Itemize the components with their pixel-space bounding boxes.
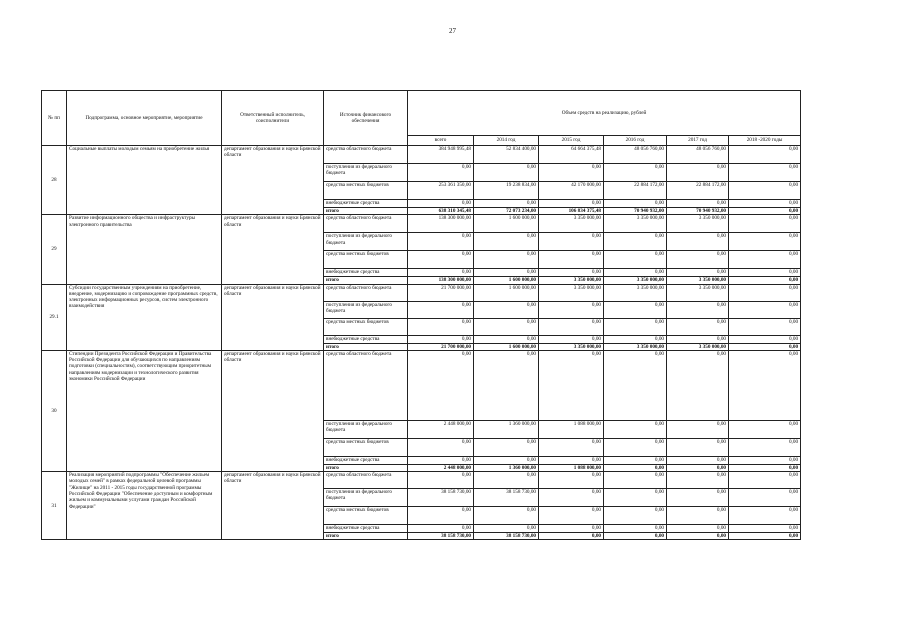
amount-cell: 138 300 000,00: [408, 215, 474, 233]
funding-source: внебюджетные средства: [324, 269, 408, 277]
amount-cell: 0,00: [474, 438, 539, 456]
amount-cell: 3 350 000,00: [539, 277, 604, 284]
amount-cell: 0,00: [729, 269, 801, 277]
amount-cell: 0,00: [539, 318, 604, 335]
amount-cell: 0,00: [729, 251, 801, 269]
funding-source: средства местных бюджетов: [324, 438, 408, 456]
measure-name: Субсидии государственным учреждениям на приобретение, внедрение, модернизацию и сопровождение программных средств, электронных информационных ресурсов, систем электронного взаимодействия: [67, 284, 222, 350]
funding-source: поступления из федерального бюджета: [324, 233, 408, 251]
amount-cell: 22 884 172,00: [667, 182, 729, 200]
executor: департамент образования и науки Брянской области: [222, 350, 324, 471]
amount-cell: 0,00: [729, 464, 801, 471]
row-number: 28: [42, 146, 67, 215]
funding-source: средства областного бюджета: [324, 350, 408, 420]
amount-cell: 0,00: [539, 472, 604, 489]
amount-cell: 0,00: [667, 464, 729, 471]
amount-cell: 0,00: [474, 269, 539, 277]
amount-cell: 0,00: [667, 489, 729, 507]
table-row: [42, 350, 801, 420]
amount-cell: 1 600 000,00: [474, 343, 539, 350]
amount-cell: 48 056 760,00: [604, 146, 667, 164]
amount-cell: 1 088 000,00: [539, 420, 604, 438]
amount-cell: 0,00: [539, 164, 604, 182]
amount-cell: 0,00: [408, 269, 474, 277]
amount-cell: 0,00: [539, 489, 604, 507]
amount-cell: 0,00: [539, 507, 604, 525]
amount-cell: 0,00: [729, 215, 801, 233]
header-subprogram: Подпрограмма, основное мероприятие, мероприятие: [67, 91, 222, 146]
amount-cell: 1 600 000,00: [474, 215, 539, 233]
amount-cell: 0,00: [408, 335, 474, 343]
amount-cell: 638 310 345,48: [408, 208, 474, 215]
amount-cell: 1 600 000,00: [474, 277, 539, 284]
amount-cell: 0,00: [408, 200, 474, 208]
amount-cell: 0,00: [667, 525, 729, 533]
amount-cell: 0,00: [408, 525, 474, 533]
amount-cell: 0,00: [539, 335, 604, 343]
amount-cell: 0,00: [604, 507, 667, 525]
amount-cell: 1 360 000,00: [474, 420, 539, 438]
amount-cell: 0,00: [729, 507, 801, 525]
amount-cell: 0,00: [729, 472, 801, 489]
funding-source: средства областного бюджета: [324, 146, 408, 164]
measure-name: Реализация мероприятий подпрограммы "Обеспечение жильем молодых семей" в рамках федеральной целевой программы "Жилище" на 2011 - 2015 годы государственной программы Российской Федерации "Обеспечение доступным и комфортным жильем и коммунальными услугами граждан Российской Федерации": [67, 472, 222, 540]
amount-cell: 0,00: [539, 350, 604, 420]
amount-cell: 0,00: [667, 420, 729, 438]
amount-cell: 0,00: [539, 525, 604, 533]
amount-cell: 0,00: [729, 350, 801, 420]
table-row: [42, 472, 801, 489]
funding-source: средства местных бюджетов: [324, 507, 408, 525]
amount-cell: 70 940 932,00: [604, 208, 667, 215]
amount-cell: 0,00: [667, 269, 729, 277]
funding-source: поступления из федерального бюджета: [324, 164, 408, 182]
amount-cell: 0,00: [604, 533, 667, 540]
funding-source: средства областного бюджета: [324, 284, 408, 301]
amount-cell: 70 940 932,00: [667, 208, 729, 215]
amount-cell: 0,00: [729, 200, 801, 208]
amount-cell: 21 700 000,00: [408, 284, 474, 301]
amount-cell: 0,00: [729, 456, 801, 464]
amount-cell: 0,00: [604, 456, 667, 464]
amount-cell: 0,00: [604, 489, 667, 507]
header-volume: Объем средств на реализацию, рублей: [408, 91, 801, 136]
amount-cell: 0,00: [729, 301, 801, 318]
amount-cell: 0,00: [667, 251, 729, 269]
header-year-2018-2020: 2018 -2020 годы: [729, 136, 801, 146]
measure-name: Социальные выплаты молодым семьям на приобретение жилья: [67, 146, 222, 215]
table-row: [42, 215, 801, 233]
amount-cell: 0,00: [539, 301, 604, 318]
amount-cell: 0,00: [729, 284, 801, 301]
amount-cell: 0,00: [604, 420, 667, 438]
amount-cell: 0,00: [539, 269, 604, 277]
amount-cell: 0,00: [604, 350, 667, 420]
funding-source: средства местных бюджетов: [324, 182, 408, 200]
amount-cell: 3 350 000,00: [604, 277, 667, 284]
amount-cell: 0,00: [539, 456, 604, 464]
amount-cell: 3 350 000,00: [539, 284, 604, 301]
amount-cell: 0,00: [667, 301, 729, 318]
amount-cell: 0,00: [729, 420, 801, 438]
page-number: 27: [449, 27, 456, 35]
amount-cell: 3 350 000,00: [667, 284, 729, 301]
amount-cell: 3 350 000,00: [539, 343, 604, 350]
amount-cell: 0,00: [729, 533, 801, 540]
amount-cell: 0,00: [408, 507, 474, 525]
amount-cell: 38 158 730,00: [408, 533, 474, 540]
header-year-2014: 2014 год: [474, 136, 539, 146]
executor: департамент образования и науки Брянской области: [222, 215, 324, 284]
amount-cell: 0,00: [408, 438, 474, 456]
executor: департамент образования и науки Брянской области: [222, 146, 324, 215]
amount-cell: 0,00: [667, 164, 729, 182]
amount-cell: 3 350 000,00: [539, 215, 604, 233]
amount-cell: 0,00: [729, 343, 801, 350]
amount-cell: 0,00: [729, 164, 801, 182]
amount-cell: 38 158 730,00: [474, 533, 539, 540]
amount-cell: 1 600 000,00: [474, 284, 539, 301]
table-body: [42, 146, 801, 540]
header-executor: Ответственный исполнитель, соисполнители: [222, 91, 324, 146]
measure-name: Стипендии Президента Российской Федерации и Правительства Российской Федерации для обучающихся по направлениям подготовки (специальностям), соответствующим приоритетным направлениям модернизации и технологического развития экономики Российской Федерации: [67, 350, 222, 471]
funding-source: итого: [324, 277, 408, 284]
amount-cell: 0,00: [667, 350, 729, 420]
header-year-2015: 2015 год: [539, 136, 604, 146]
amount-cell: 0,00: [408, 301, 474, 318]
amount-cell: 0,00: [408, 456, 474, 464]
amount-cell: 0,00: [474, 335, 539, 343]
amount-cell: 0,00: [729, 233, 801, 251]
table-row: [42, 146, 801, 164]
amount-cell: 42 170 000,00: [539, 182, 604, 200]
amount-cell: 0,00: [474, 233, 539, 251]
amount-cell: 253 361 350,00: [408, 182, 474, 200]
amount-cell: 0,00: [604, 464, 667, 471]
amount-cell: 0,00: [667, 233, 729, 251]
amount-cell: 0,00: [474, 525, 539, 533]
amount-cell: 3 350 000,00: [667, 343, 729, 350]
row-number: 30: [42, 350, 67, 471]
amount-cell: 0,00: [729, 277, 801, 284]
amount-cell: 384 948 995,48: [408, 146, 474, 164]
amount-cell: 21 700 000,00: [408, 343, 474, 350]
budget-table: [41, 90, 801, 540]
amount-cell: 72 073 234,00: [474, 208, 539, 215]
amount-cell: 106 834 375,48: [539, 208, 604, 215]
amount-cell: 0,00: [729, 525, 801, 533]
amount-cell: 0,00: [604, 335, 667, 343]
amount-cell: 0,00: [729, 182, 801, 200]
amount-cell: 0,00: [667, 472, 729, 489]
amount-cell: 0,00: [667, 438, 729, 456]
amount-cell: 0,00: [667, 533, 729, 540]
amount-cell: 0,00: [539, 251, 604, 269]
funding-source: внебюджетные средства: [324, 200, 408, 208]
amount-cell: 0,00: [729, 146, 801, 164]
amount-cell: 0,00: [408, 318, 474, 335]
amount-cell: 0,00: [667, 507, 729, 525]
funding-source: итого: [324, 533, 408, 540]
amount-cell: 0,00: [408, 472, 474, 489]
funding-source: средства областного бюджета: [324, 215, 408, 233]
funding-source: внебюджетные средства: [324, 456, 408, 464]
amount-cell: 2 448 000,00: [408, 420, 474, 438]
header-no: № пп: [42, 91, 67, 146]
amount-cell: 3 350 000,00: [604, 284, 667, 301]
header-year-total: всего: [408, 136, 474, 146]
amount-cell: 38 158 730,00: [474, 489, 539, 507]
funding-source: внебюджетные средства: [324, 525, 408, 533]
amount-cell: 52 834 400,00: [474, 146, 539, 164]
amount-cell: 0,00: [408, 233, 474, 251]
row-number: 29.1: [42, 284, 67, 350]
amount-cell: 64 664 375,48: [539, 146, 604, 164]
amount-cell: 48 056 760,00: [667, 146, 729, 164]
amount-cell: 0,00: [604, 438, 667, 456]
amount-cell: 0,00: [604, 200, 667, 208]
amount-cell: 0,00: [604, 269, 667, 277]
amount-cell: 0,00: [667, 456, 729, 464]
amount-cell: 138 300 000,00: [408, 277, 474, 284]
amount-cell: 0,00: [408, 251, 474, 269]
amount-cell: 0,00: [667, 335, 729, 343]
amount-cell: 0,00: [474, 200, 539, 208]
amount-cell: 0,00: [604, 164, 667, 182]
amount-cell: 0,00: [539, 533, 604, 540]
row-number: 31: [42, 472, 67, 540]
table-row: [42, 284, 801, 301]
amount-cell: 0,00: [474, 456, 539, 464]
amount-cell: 0,00: [729, 438, 801, 456]
header-year-2017: 2017 год: [667, 136, 729, 146]
amount-cell: 0,00: [604, 301, 667, 318]
amount-cell: 2 448 000,00: [408, 464, 474, 471]
amount-cell: 0,00: [604, 251, 667, 269]
amount-cell: 0,00: [604, 472, 667, 489]
amount-cell: 0,00: [474, 164, 539, 182]
amount-cell: 0,00: [729, 318, 801, 335]
amount-cell: 0,00: [474, 507, 539, 525]
amount-cell: 0,00: [474, 472, 539, 489]
amount-cell: 1 088 000,00: [539, 464, 604, 471]
amount-cell: 38 158 730,00: [408, 489, 474, 507]
amount-cell: 1 360 000,00: [474, 464, 539, 471]
amount-cell: 0,00: [604, 233, 667, 251]
funding-source: поступления из федерального бюджета: [324, 301, 408, 318]
amount-cell: 3 350 000,00: [667, 277, 729, 284]
amount-cell: 0,00: [539, 233, 604, 251]
amount-cell: 0,00: [408, 350, 474, 420]
amount-cell: 3 350 000,00: [667, 215, 729, 233]
amount-cell: 3 350 000,00: [604, 343, 667, 350]
funding-source: итого: [324, 343, 408, 350]
funding-source: средства местных бюджетов: [324, 318, 408, 335]
amount-cell: 22 884 172,00: [604, 182, 667, 200]
amount-cell: 0,00: [729, 489, 801, 507]
amount-cell: 0,00: [474, 301, 539, 318]
row-number: 29: [42, 215, 67, 284]
header-year-2016: 2016 год: [604, 136, 667, 146]
funding-source: средства областного бюджета: [324, 472, 408, 489]
amount-cell: 0,00: [474, 318, 539, 335]
funding-source: поступления из федерального бюджета: [324, 489, 408, 507]
amount-cell: 19 238 834,00: [474, 182, 539, 200]
amount-cell: 0,00: [539, 200, 604, 208]
funding-source: поступления из федерального бюджета: [324, 420, 408, 438]
amount-cell: 0,00: [729, 335, 801, 343]
amount-cell: 0,00: [539, 438, 604, 456]
executor: департамент образования и науки Брянской области: [222, 284, 324, 350]
amount-cell: 0,00: [667, 200, 729, 208]
amount-cell: 0,00: [474, 251, 539, 269]
funding-source: итого: [324, 464, 408, 471]
amount-cell: 0,00: [667, 318, 729, 335]
amount-cell: 0,00: [474, 350, 539, 420]
measure-name: Развитие информационного общества и инфраструктуры электронного правительства: [67, 215, 222, 284]
amount-cell: 3 350 000,00: [604, 215, 667, 233]
header-source: Источник финансового обеспечения: [324, 91, 408, 146]
amount-cell: 0,00: [604, 318, 667, 335]
executor: департамент образования и науки Брянской области: [222, 472, 324, 540]
amount-cell: 0,00: [604, 525, 667, 533]
funding-source: средства местных бюджетов: [324, 251, 408, 269]
amount-cell: 0,00: [729, 208, 801, 215]
amount-cell: 0,00: [408, 164, 474, 182]
funding-source: внебюджетные средства: [324, 335, 408, 343]
funding-source: итого: [324, 208, 408, 215]
